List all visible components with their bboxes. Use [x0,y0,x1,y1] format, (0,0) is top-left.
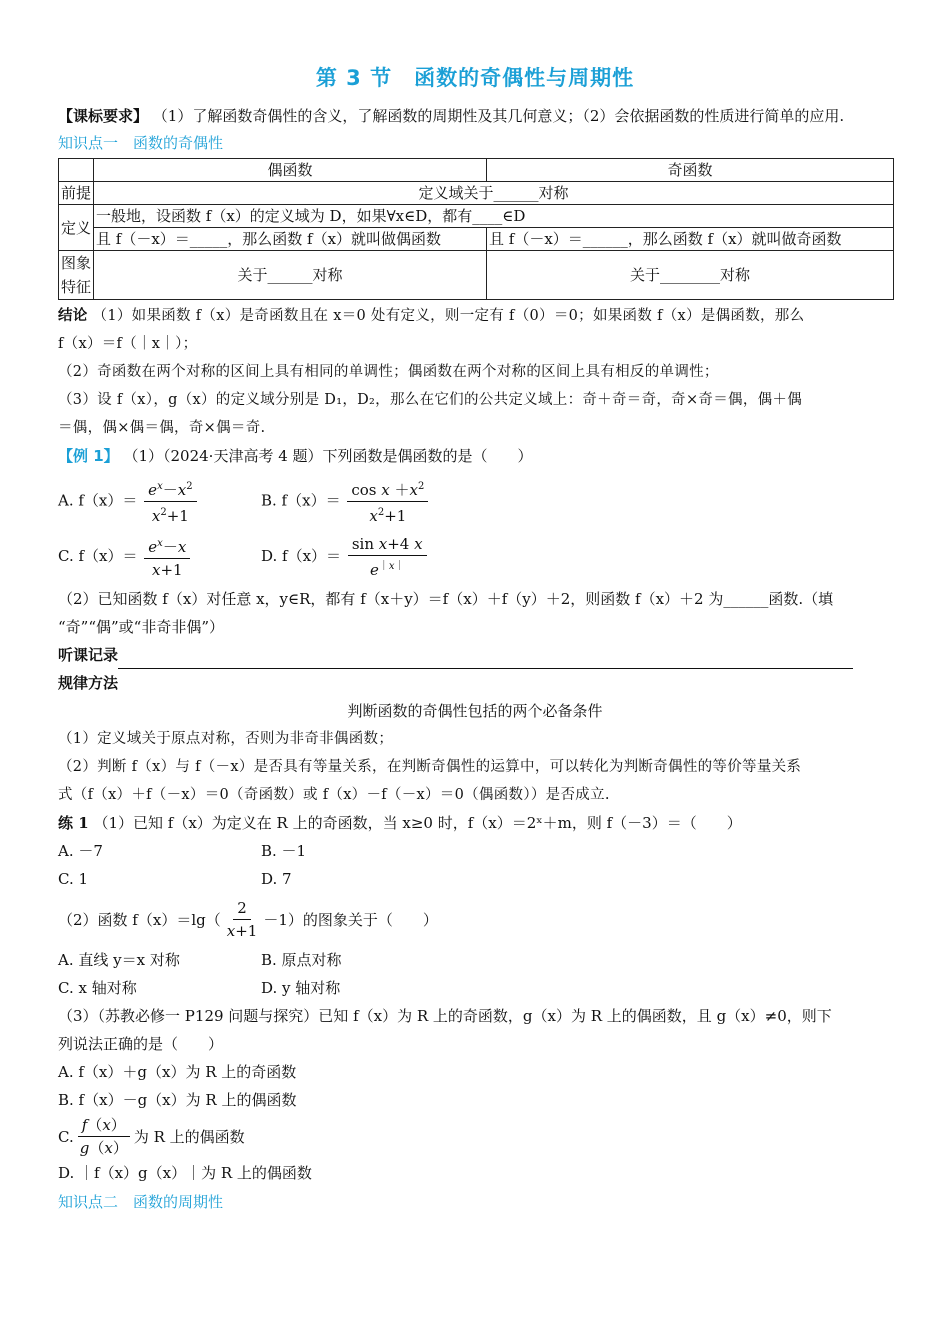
practice-q3b: 列说法正确的是（ ） [58,1035,224,1053]
table-label-graph-a: 图象 [61,254,92,272]
practice-q2-d: D. y 轴对称 [261,979,341,997]
conclusion-tag: 结论 [58,308,88,324]
method-block [58,725,892,809]
example1-question1 [58,442,892,470]
listen-label: 听课记录 [58,646,119,664]
practice-q1: （1）已知 f（x）为定义在 R 上的奇函数，当 x≥0 时，f（x）＝2ˣ＋m，则 f（－3）＝（ ） [93,814,742,832]
practice-q2-c: C. x 轴对称 [58,979,137,997]
example1-q2a: （2）已知函数 f（x）对任意 x，y∈R，都有 f（x＋y）＝f（x）＋f（y）＋2，则函数 f（x）＋2 为______函数.（填 [58,590,834,608]
option-c-fraction: $\frac{e^x-x}{x+1}$ [144,533,190,581]
table-definition-line: 一般地，设函数 f（x）的定义域为 D，如果∀x∈D，都有____∈D [94,205,894,228]
practice-tag: 练 1 [58,814,89,832]
practice-q1-b: B. －1 [261,842,307,860]
practice-question1 [58,809,892,837]
conclusion-2: （2）奇函数在两个对称的区间上具有相同的单调性；偶函数在两个对称的区间上具有相反的单调性； [58,364,719,380]
option-c-label: C. f（x）＝ [58,547,138,565]
example1-q2b: “奇”“偶”或“非奇非偶”） [58,618,225,636]
example1-option-d [261,533,429,581]
practice-q3-c-fraction: $\frac{f(x)}{g(x)}$ [79,1116,128,1157]
practice-q2-b: B. 原点对称 [261,951,342,969]
method-2b: 式（f（x）＋f（－x）＝0（奇函数）或 f（x）－f（－x）＝0（偶函数））是否成立. [58,787,610,803]
conclusion-3a: （3）设 f（x），g（x）的定义域分别是 D₁，D₂，那么在它们的公共定义域上：奇＋奇＝奇，奇×奇＝偶，偶＋偶 [58,392,803,408]
practice-question2 [58,897,892,942]
option-a-fraction: $\frac{e^x-x^2}{x^2+1}$ [144,476,196,527]
example1-option-b [261,476,430,527]
practice-q1-a: A. －7 [58,842,103,860]
conclusion-block [58,302,892,442]
parity-table [58,158,894,300]
example1-option-a [58,476,261,527]
practice-q2-options-ab [58,946,892,974]
practice-q1-d: D. 7 [261,870,292,888]
option-b-fraction: $\frac{\cos x +x^2}{x^2+1}$ [347,476,428,527]
conclusion-3b: ＝偶，偶×偶＝偶，奇×偶＝奇. [58,420,266,436]
practice-q3-option-c [58,1114,892,1159]
page-title: 第 3 节 函数的奇偶性与周期性 [315,66,635,90]
table-graph-even: 关于______对称 [94,251,487,300]
requirement-paragraph [58,102,892,130]
practice-q2-options-cd [58,974,892,1002]
section-heading-parity: 知识点一 函数的奇偶性 [58,134,224,152]
practice-q3-a: A. f（x）＋g（x）为 R 上的奇函数 [58,1063,297,1081]
section-heading-periodicity: 知识点二 函数的周期性 [58,1193,224,1211]
table-graph-odd: 关于________对称 [487,251,894,300]
table-label-definition: 定义 [59,205,94,251]
document-page [58,58,892,1215]
practice-q2-pre: （2）函数 f（x）＝lg（ [58,910,221,929]
practice-q1-options-ab [58,837,892,865]
table-corner [59,159,94,182]
table-definition-odd: 且 f（－x）＝______，那么函数 f（x）就叫做奇函数 [487,228,894,251]
practice-q2-post: －1）的图象关于（ ） [263,910,438,929]
example1-q1: （1）（2024·天津高考 4 题）下列函数是偶函数的是（ ） [123,447,533,465]
table-head-even: 偶函数 [94,159,487,182]
table-definition-even: 且 f（－x）＝_____，那么函数 f（x）就叫做偶函数 [94,228,487,251]
option-d-fraction: $\frac{\text{sin x+4 x}}{e^{|x|}}$ [348,533,427,581]
method-2a: （2）判断 f（x）与 f（－x）是否具有等量关系，在判断奇偶性的运算中，可以转化为判断奇偶性的等价等量关系 [58,759,802,775]
listen-record [58,641,892,669]
practice-q3-c-post: 为 R 上的偶函数 [133,1127,245,1146]
practice-q3-b: B. f（x）－g（x）为 R 上的偶函数 [58,1091,297,1109]
option-d-label: D. f（x）＝ [261,547,342,565]
example1-option-c [58,533,261,581]
method-1: （1）定义域关于原点对称，否则为非奇非偶函数； [58,731,394,747]
conclusion-1b: f（x）＝f（｜x｜）； [58,336,198,352]
conclusion-1a: （1）如果函数 f（x）是奇函数且在 x＝0 处有定义，则一定有 f（0）＝0；如果函数 f（x）是偶函数，那么 [92,308,805,324]
table-label-premise: 前提 [59,182,94,205]
practice-q3-c-pre: C. [58,1127,74,1146]
table-head-odd: 奇函数 [487,159,894,182]
conclusion-line-1 [58,302,892,330]
table-label-graph [59,251,94,300]
practice-q1-options-cd [58,865,892,893]
method-title: 判断函数的奇偶性包括的两个必备条件 [347,702,603,720]
table-label-graph-b: 特征 [61,278,92,296]
practice-q2-a: A. 直线 y＝x 对称 [58,951,180,969]
example1-options-ab [58,476,892,527]
method-label: 规律方法 [58,674,119,692]
option-a-label: A. f（x）＝ [58,491,138,510]
example1-options-cd [58,533,892,581]
example1-tag: 【例 1】 [58,447,119,465]
requirement-tag: 【课标要求】 [58,107,149,125]
practice-q3a: （3）（苏教必修一 P129 问题与探究）已知 f（x）为 R 上的奇函数，g（x）为 R 上的偶函数，且 g（x）≠0，则下 [58,1007,832,1025]
practice-q1-c: C. 1 [58,870,89,888]
option-b-label: B. f（x）＝ [261,491,341,510]
requirement-text: （1）了解函数奇偶性的含义，了解函数的周期性及其几何意义；（2）会依据函数的性质进行简单的应用. [152,107,845,125]
table-premise-text: 定义域关于______对称 [94,182,894,205]
practice-q2-fraction: $\frac{2}{x+1}$ [226,899,258,940]
practice-q3-d: D. ｜f（x）g（x）｜为 R 上的偶函数 [58,1164,312,1182]
listen-line [118,650,853,669]
